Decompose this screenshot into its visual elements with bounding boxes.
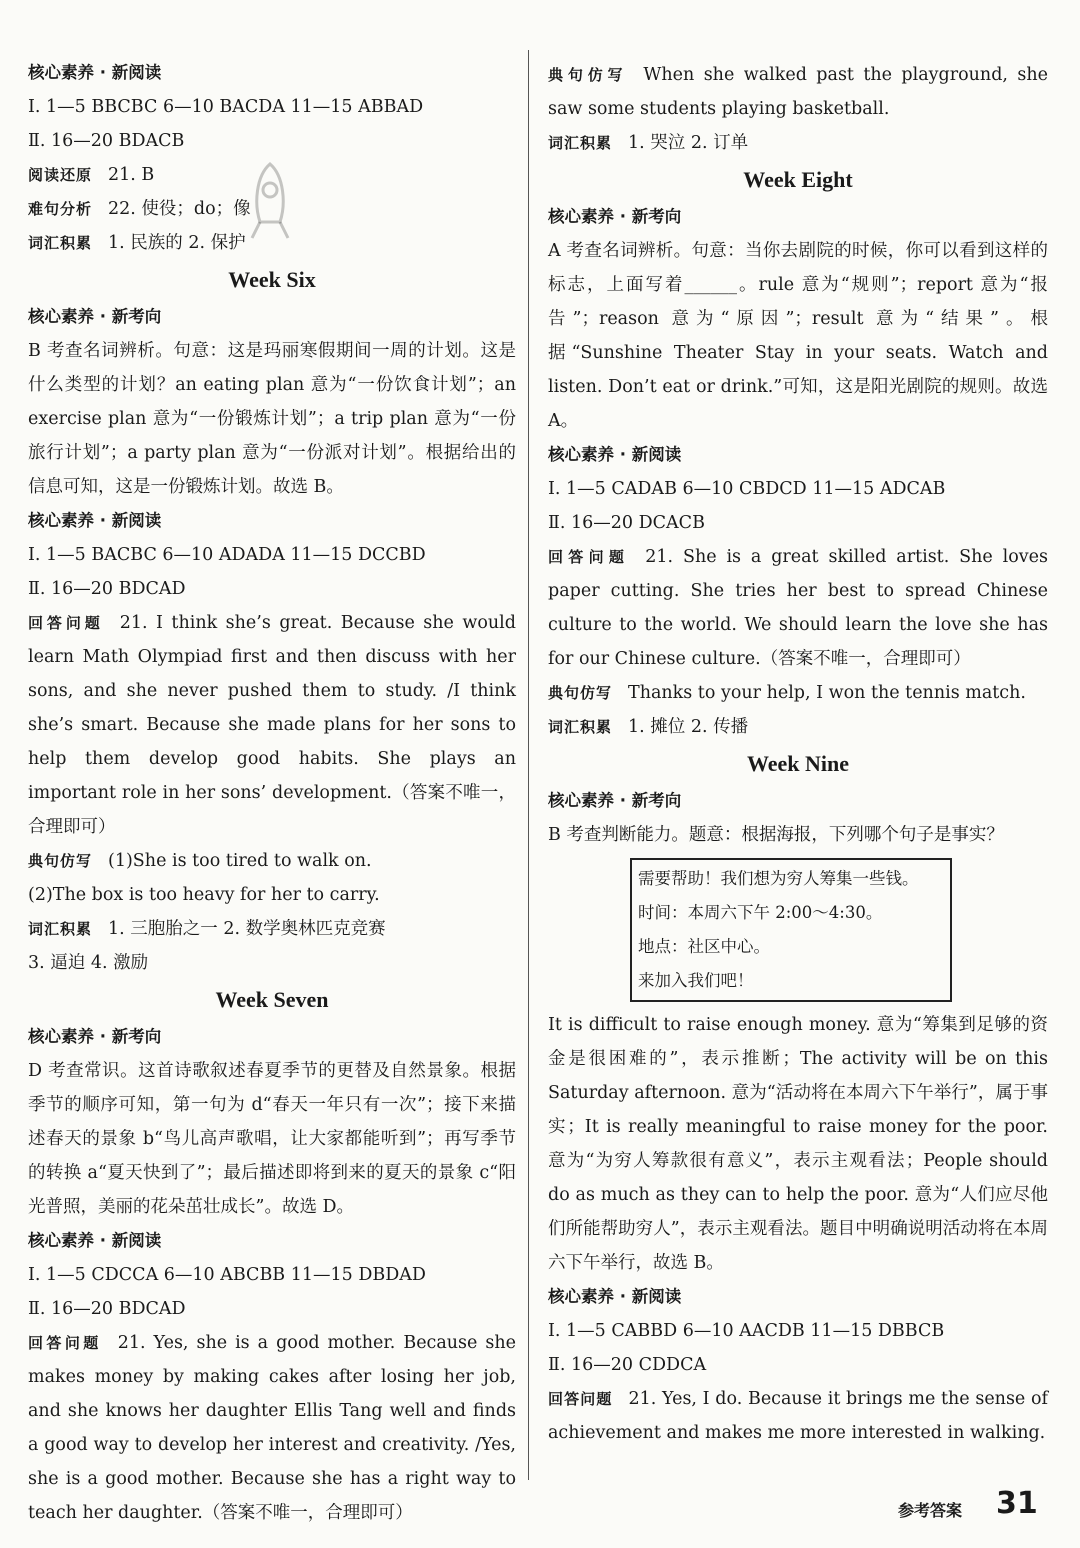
answer-line: Ⅱ. 16—20 BDCAD: [28, 1299, 186, 1319]
section-heading: 核心素养 · 新考向: [548, 791, 682, 810]
explanation-paragraph: D 考查常识。这首诗歌叙述春夏季节的更替及自然景象。根据季节的顺序可知，第一句为 d“春天一年只有一次”；接下来描述春天的景象 b“鸟儿高声歌唱，让大家都能听到”；再写季节的转换 a“夏天快到了”；最后描述即将到来的夏天的景象 c“阳光普照，美丽的花朵茁壮成长”。故选 D。: [28, 1061, 516, 1217]
week-title: Week Eight: [743, 167, 853, 192]
vocab-answer: 词汇积累 1. 摊位 2. 传播: [548, 717, 749, 737]
week-title: Week Nine: [746, 751, 850, 776]
vocab-answer: 3. 逼迫 4. 激励: [28, 953, 149, 973]
answer-line: Ⅱ. 16—20 BDCAD: [28, 579, 186, 599]
answer-line: Ⅰ. 1—5 CABBD 6—10 AACDB 11—15 DBBCB: [548, 1321, 945, 1341]
imitate-sentence: 典句仿写 (1)She is too tired to walk on.: [28, 851, 372, 871]
poster-line: 时间：本周六下午 2:00～4:30。: [638, 903, 883, 922]
answer-question: 回答问题 21. Yes, she is a good mother. Because she makes money by making cakes after losing her job, and she knows her daughter Ellis Tang well and finds a good way to develop her interest and creativity. /Yes, she is a good mother. Because she has a right way to teach her daughter.（答案不唯一，合理即可）: [28, 1333, 516, 1523]
imitate-sentence: 典句仿写 When she walked past the playground, she saw some students playing basketball.: [548, 65, 1048, 119]
answer-line: Ⅱ. 16—20 BDACB: [28, 131, 185, 151]
vocab-answer: 词汇积累 1. 民族的 2. 保护: [28, 233, 246, 253]
answer-line: Ⅰ. 1—5 CADAB 6—10 CBDCD 11—15 ADCAB: [548, 479, 946, 499]
watermark-logo-icon: [240, 160, 300, 246]
section-heading: 核心素养 · 新考向: [548, 207, 682, 226]
poster-line: 需要帮助！我们想为穷人筹集一些钱。: [638, 869, 919, 888]
reading-answer: 阅读还原 21. B: [28, 165, 155, 185]
answer-line: Ⅰ. 1—5 BACBC 6—10 ADADA 11—15 DCCBD: [28, 545, 426, 565]
answer-question: 回答问题 21. Yes, I do. Because it brings me the sense of achievement and makes me more interested in walking.: [548, 1389, 1048, 1443]
question-intro: B 考查判断能力。题意：根据海报，下列哪个句子是事实？: [548, 825, 1004, 845]
section-heading: 核心素养 · 新阅读: [28, 63, 162, 82]
imitate-sentence: (2)The box is too heavy for her to carry.: [28, 885, 380, 905]
difficult-answer: 难句分析 22. 使役；do；像: [28, 199, 251, 219]
week-title: Week Seven: [215, 987, 329, 1012]
section-heading: 核心素养 · 新阅读: [548, 1287, 682, 1306]
section-heading: 核心素养 · 新阅读: [28, 1231, 162, 1250]
explanation-paragraph: B 考查名词辨析。句意：这是玛丽寒假期间一周的计划。这是什么类型的计划？an eating plan 意为“一份饮食计划”；an exercise plan 意为“一份锻炼计划”；a trip plan 意为“一份旅行计划”；a party plan 意为“一份派对计划”。根据给出的信息可知，这是一份锻炼计划。故选 B。: [28, 341, 516, 497]
section-heading: 核心素养 · 新考向: [28, 307, 162, 326]
answer-line: Ⅱ. 16—20 DCACB: [548, 513, 705, 533]
poster-line: 来加入我们吧！: [638, 971, 754, 990]
answer-question: 回答问题 21. I think she’s great. Because she would learn Math Olympiad first and then discuss with her sons, and she never pushed them to study. /I think she’s smart. Because she made plans for her sons to help them develop good habits. She plays an important role in her sons’ development.（答案不唯一，合理即可）: [28, 613, 516, 837]
answer-line: Ⅱ. 16—20 CDDCA: [548, 1355, 707, 1375]
week-title: Week Six: [228, 267, 316, 292]
section-heading: 核心素养 · 新阅读: [28, 511, 162, 530]
right-column: [548, 0, 1048, 1548]
answer-line: Ⅰ. 1—5 BBCBC 6—10 BACDA 11—15 ABBAD: [28, 97, 424, 117]
vocab-answer: 词汇积累 1. 三胞胎之一 2. 数学奥林匹克竞赛: [28, 919, 386, 939]
explanation-paragraph: It is difficult to raise enough money. 意为“筹集到足够的资金是很困难的”，表示推断；The activity will be on this Saturday afternoon. 意为“活动将在本周六下午举行”，属于事实；It is really meaningful to raise money for the poor. 意为“为穷人筹款很有意义”，表示主观看法；People should do as much as they can to help the poor. 意为“人们应尽他们所能帮助穷人”，表示主观看法。题目中明确说明活动将在本周六下午举行，故选 B。: [548, 1015, 1048, 1273]
column-divider: [528, 50, 529, 1480]
explanation-paragraph: A 考查名词辨析。句意：当你去剧院的时候，你可以看到这样的标志，上面写着______。rule 意为“规则”；report 意为“报告”；reason 意为“原因”；result 意为“结果”。根据“Sunshine Theater Stay in your seats. Watch and listen. Don’t eat or drink.”可知，这是阳光剧院的规则。故选 A。: [548, 241, 1048, 431]
poster-box: [630, 858, 952, 1002]
section-heading: 核心素养 · 新阅读: [548, 445, 682, 464]
answer-line: Ⅰ. 1—5 CDCCA 6—10 ABCBB 11—15 DBDAD: [28, 1265, 426, 1285]
poster-line: 地点：社区中心。: [638, 937, 770, 956]
vocab-answer: 词汇积累 1. 哭泣 2. 订单: [548, 133, 749, 153]
footer-label: 参考答案: [898, 1501, 963, 1520]
answer-question: 回答问题 21. She is a great skilled artist. She loves paper cutting. She tries her best to spread Chinese culture to the world. We should learn the love she has for our Chinese culture.（答案不唯一，合理即可）: [548, 547, 1048, 669]
section-heading: 核心素养 · 新考向: [28, 1027, 162, 1046]
imitate-sentence: 典句仿写 Thanks to your help, I won the tennis match.: [548, 683, 1026, 703]
page-number: 31: [996, 1486, 1038, 1521]
